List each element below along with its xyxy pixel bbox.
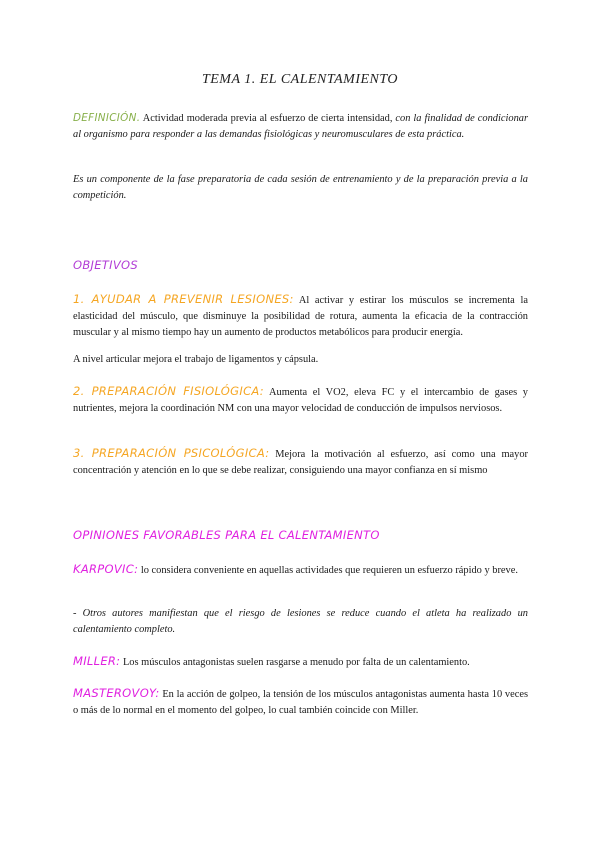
- objective-3: [73, 445, 528, 479]
- masterovoy-text: En la acción de golpeo, la tensión de los músculos antagonistas aumenta hasta 10 veces o más de lo normal en el momento del golpeo, lo cual también coincide con Miller.: [73, 689, 528, 716]
- objective-1-note: A nivel articular mejora el trabajo de ligamentos y cápsula.: [73, 354, 319, 365]
- opinion-miller: [73, 653, 528, 671]
- objective-2: [73, 383, 528, 417]
- miller-text: Los músculos antagonistas suelen rasgarse a menudo por falta de un calentamiento.: [120, 657, 470, 668]
- miller-label: MILLER:: [73, 654, 121, 668]
- karpovic-text: lo considera conveniente en aquellas actividades que requieren un esfuerzo rápido y breve.: [138, 565, 518, 576]
- objective-3-label: 3. PREPARACIÓN PSICOLÓGICA:: [73, 446, 270, 460]
- document-title: TEMA 1. EL CALENTAMIENTO: [201, 72, 399, 87]
- objective-1-label: 1. AYUDAR A PREVENIR LESIONES:: [73, 292, 294, 306]
- karpovic-label: KARPOVIC:: [73, 562, 139, 576]
- opinion-masterovoy: [73, 685, 528, 719]
- masterovoy-label: MASTEROVOY:: [73, 686, 160, 700]
- opinions-heading: OPINIONES FAVORABLES PARA EL CALENTAMIENTO: [73, 528, 380, 542]
- objective-1: [73, 291, 528, 341]
- definition-text-italic: con la finalidad de condicionar al organismo para responder a las demandas fisiológicas y neuromusculares de esta práctica.: [73, 113, 528, 140]
- objectives-heading: OBJETIVOS: [73, 258, 138, 272]
- objective-1-text: Al activar y estirar los músculos se incrementa la elasticidad del músculo, que disminuye la posibilidad de rotura, aumenta la eficacia de la contracción muscular y al mismo tiempo hay un aumento de productos metabólicos para producir energía.: [73, 295, 528, 338]
- objective-3-text: Mejora la motivación al esfuerzo, así como una mayor concentración y atención en lo que se debe realizar, consiguiendo una mayor confianza en sí mismo: [73, 449, 529, 476]
- definition-note: Es un componente de la fase preparatoria de cada sesión de entrenamiento y de la preparación previa a la competición.: [73, 174, 528, 201]
- objective-2-text: Aumenta el VO2, eleva FC y el intercambio de gases y nutrientes, mejora la coordinación NM con una mayor velocidad de conducción de impulsos nerviosos.: [73, 387, 528, 414]
- objective-2-label: 2. PREPARACIÓN FISIOLÓGICA:: [73, 384, 264, 398]
- definition-text: Actividad moderada previa al esfuerzo de cierta intensidad,: [140, 113, 396, 124]
- opinion-karpovic: [73, 561, 528, 579]
- definition-label: DEFINICIÓN.: [73, 112, 141, 124]
- opinion-others: - Otros autores manifiestan que el riesgo de lesiones se reduce cuando el atleta ha realizado un calentamiento completo.: [73, 608, 528, 635]
- definition-paragraph: [73, 110, 528, 143]
